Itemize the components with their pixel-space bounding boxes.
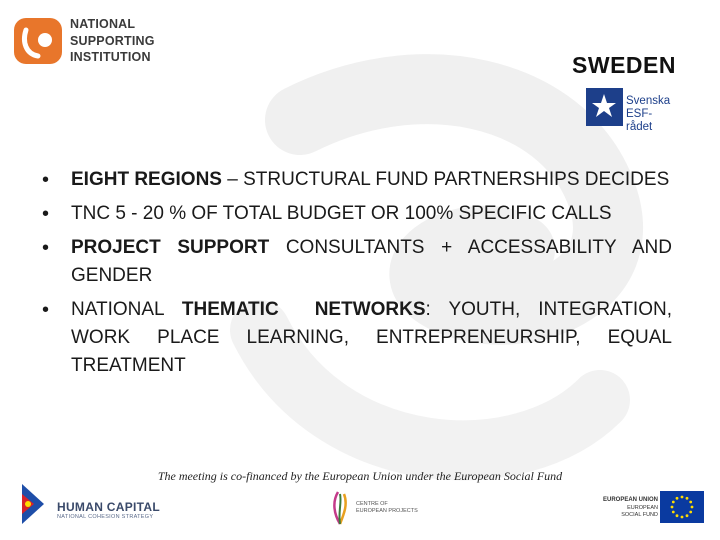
bullet-list [44,166,672,386]
eu-line-1: EUROPEAN UNION [602,497,658,503]
bullet-text: CONSULTANTS + ACCESSABILITY AND GENDER [71,237,672,286]
bullet-item [44,296,672,380]
nsi-line-1: NATIONAL [70,17,136,31]
eu-line-3: SOCIAL FUND [621,512,658,518]
cep-line-2: EUROPEAN PROJECTS [356,508,418,514]
cep-logo-icon [330,490,350,526]
nsi-logo-text [70,16,155,66]
eu-logo-text [588,497,658,520]
human-capital-logo-icon [18,482,48,526]
bullet-bold: PROJECT SUPPORT [71,237,270,258]
cep-logo-text [356,501,418,515]
bullet-text: TNC 5 - 20 % OF TOTAL BUDGET OR 100% SPECIFIC CALLS [71,203,612,224]
esf-logo-text [626,95,676,134]
esf-line-2: ESF-rådet [626,108,653,133]
eu-line-2: EUROPEAN [627,504,658,511]
human-capital-subtitle: NATIONAL COHESION STRATEGY [57,514,154,520]
bullet-item [44,234,672,290]
cep-line-1: CENTRE OF [356,501,388,507]
cofinance-note: The meeting is co-financed by the European Union under the European Social Fund [157,469,563,483]
esf-star-icon [586,88,623,126]
bullet-prefix: NATIONAL [71,299,182,320]
bullet-item [44,166,672,194]
bullet-text: : YOUTH, INTEGRATION, WORK PLACE LEARNING, ENTREPRENEURSHIP, EQUAL TREATMENT [71,299,672,376]
eu-flag-icon [660,491,704,523]
human-capital-title: HUMAN CAPITAL [57,500,160,514]
esf-line-1: Svenska [626,95,671,107]
bullet-bold: EIGHT REGIONS [71,169,222,190]
nsi-line-3: INSTITUTION [70,50,151,64]
slide-title: SWEDEN [572,52,676,78]
nsi-line-2: SUPPORTING [70,33,155,48]
bullet-bold: THEMATIC NETWORKS [181,299,426,320]
nsi-logo-icon [12,14,64,66]
bullet-item [44,200,672,228]
bullet-text: – STRUCTURAL FUND PARTNERSHIPS DECIDES [221,169,670,190]
esf-logo [586,88,676,133]
